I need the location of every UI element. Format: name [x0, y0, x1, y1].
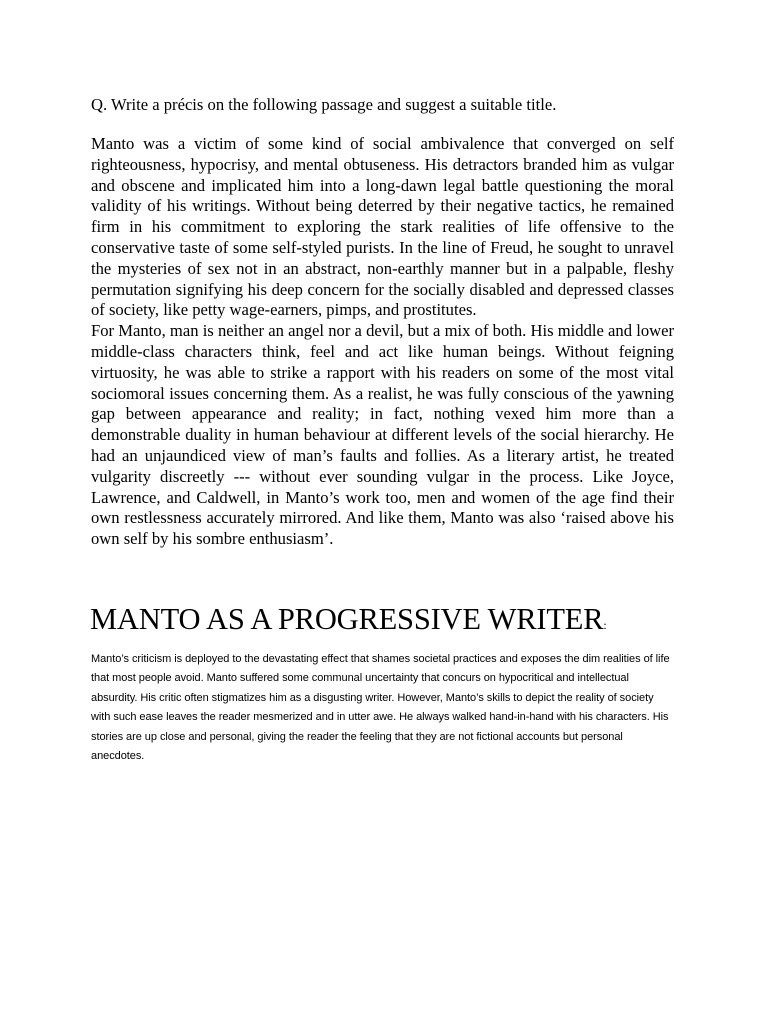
precis-passage	[91, 134, 674, 550]
section-body-text: Manto’s criticism is deployed to the devastating effect that shames societal practices and exposes the dim realities of life that most people avoid. Manto suffered some communal uncertainty that concurs on hypocritical and intellectual absurdity. His critic often stigmatizes him as a disgusting writer. However, Manto’s skills to depict the reality of society with such ease leaves the reader mesmerized and in utter awe. He always walked hand-in-hand with his characters. His stories are up close and personal, giving the reader the feeling that they are not fictional accounts but personal anecdotes.	[91, 653, 670, 763]
passage-paragraph-2: For Manto, man is neither an angel nor a devil, but a mix of both. His middle and lower middle-class characters think, feel and act like human beings. Without feigning virtuosity, he was able to strike a rapport with his readers on some of the most vital sociomoral issues concerning them. As a realist, he was fully conscious of the yawning gap between appearance and reality; in fact, nothing vexed him more than a demonstrable duality in human behaviour at different levels of the social hierarchy. He had an unjaundiced view of man’s faults and follies. As a literary artist, he treated vulgarity discreetly --- without ever sounding vulgar in the process. Like Joyce, Lawrence, and Caldwell, in Manto’s work too, men and women of the age find their own restlessness accurately mirrored. And like them, Manto was also ‘raised above his own self by his sombre enthusiasm’.	[91, 321, 674, 549]
section-heading-colon: :	[603, 618, 607, 632]
question-prompt: Q. Write a précis on the following passage and suggest a suitable title.	[91, 95, 557, 114]
section-heading	[90, 601, 690, 643]
section-heading-text: MANTO AS A PROGRESSIVE WRITER	[90, 602, 604, 636]
passage-paragraph-1: Manto was a victim of some kind of social ambivalence that converged on self righteousness, hypocrisy, and mental obtuseness. His detractors branded him as vulgar and obscene and implicated him into a long-dawn legal battle questioning the moral validity of his writings. Without being deterred by their negative tactics, he remained firm in his commitment to exploring the stark realities of life offensive to the conservative taste of some self-styled purists. In the line of Freud, he sought to unravel the mysteries of sex not in an abstract, non-earthly manner but in a palpable, fleshy permutation signifying his deep concern for the socially disabled and depressed classes of society, like petty wage-earners, pimps, and prostitutes.	[91, 134, 674, 320]
